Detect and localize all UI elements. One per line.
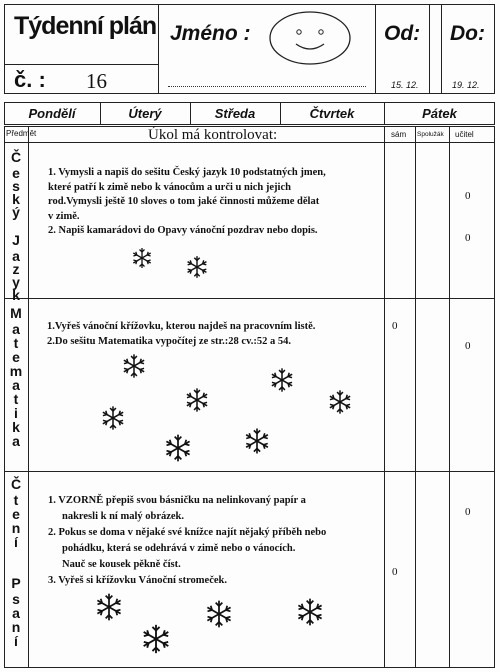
- col-task: Úkol má kontrolovat:: [148, 127, 278, 143]
- subject-math: M a t e m a t i k a: [9, 305, 23, 449]
- to-date: 19. 12.: [452, 80, 480, 90]
- snowflake-icon: [99, 404, 127, 432]
- reading-self-mark: 0: [392, 566, 398, 578]
- snowflake-icon: [130, 246, 154, 270]
- from-date: 15. 12.: [391, 80, 419, 90]
- subject-reading: Č t e n í: [10, 476, 22, 550]
- snowflake-icon: [184, 254, 210, 280]
- col-classmate: Spolužák: [417, 131, 444, 138]
- name-label: Jméno :: [170, 22, 251, 45]
- week-number-label: č. :: [14, 67, 46, 92]
- snowflake-icon: [120, 352, 148, 380]
- col-self: sám: [391, 130, 407, 139]
- name-signature-line[interactable]: [168, 86, 366, 87]
- reading-tasks: 1. VZORNĚ přepiš svou básničku na nelinkovaný papír a nakresli k ní malý obrázek. 2. Pokus se doma v nějaké své knížce najít nějaký příběh nebo pohádku, která se odehrává v zimě nebo o vánocích. Nauč se kousek pěkně číst. 3. Vyřeš si křížovku Vánoční stromeček.: [48, 495, 327, 586]
- day-wednesday: Středa: [214, 106, 256, 121]
- czech-teacher-mark-1: 0: [465, 190, 471, 202]
- snowflake-icon: [268, 366, 296, 394]
- day-thursday: Čtvrtek: [309, 106, 355, 121]
- smiley-icon: [268, 10, 352, 66]
- snowflake-icon: [89, 591, 129, 623]
- snowflake-icon: [200, 598, 238, 630]
- snowflake-icon: [290, 596, 330, 628]
- subject-czech: Č e s k ý J a z y k: [10, 149, 22, 303]
- snowflake-icon: [326, 388, 354, 416]
- page-title: Týdenní plán: [14, 12, 157, 40]
- snowflake-icon: [242, 426, 272, 456]
- subject-writing: P s a n í: [11, 575, 21, 649]
- snowflake-icon: [162, 432, 194, 464]
- day-friday: Pátek: [422, 106, 457, 121]
- czech-tasks: 1. Vymysli a napiš do sešitu Český jazyk 10 podstatných jmen, které patří k zimě nebo k vánocům a urči u nich jejich rod.Vymysli ještě 10 sloves o tom jaké činnosti můžeme dělat v zimě. 2. Napiš kamarádovi do Opavy vánoční pozdrav nebo dopis.: [48, 167, 326, 236]
- week-number-value: 16: [86, 69, 107, 93]
- day-monday: Pondělí: [28, 106, 76, 121]
- day-tuesday: Úterý: [128, 106, 162, 121]
- math-teacher-mark: 0: [465, 340, 471, 352]
- from-label: Od:: [384, 22, 421, 45]
- snowflake-icon: [136, 622, 176, 656]
- math-tasks: 1.Vyřeš vánoční křížovku, kterou najdeš na pracovním listě. 2.Do sešitu Matematika vypočítej ze str.:28 cv.:52 a 54.: [47, 321, 316, 347]
- col-subject: Předmět: [6, 129, 37, 138]
- snowflake-icon: [183, 386, 211, 414]
- math-self-mark: 0: [392, 320, 398, 332]
- czech-teacher-mark-2: 0: [465, 232, 471, 244]
- to-label: Do:: [450, 22, 485, 45]
- col-teacher: učitel: [455, 130, 474, 139]
- reading-teacher-mark: 0: [465, 506, 471, 518]
